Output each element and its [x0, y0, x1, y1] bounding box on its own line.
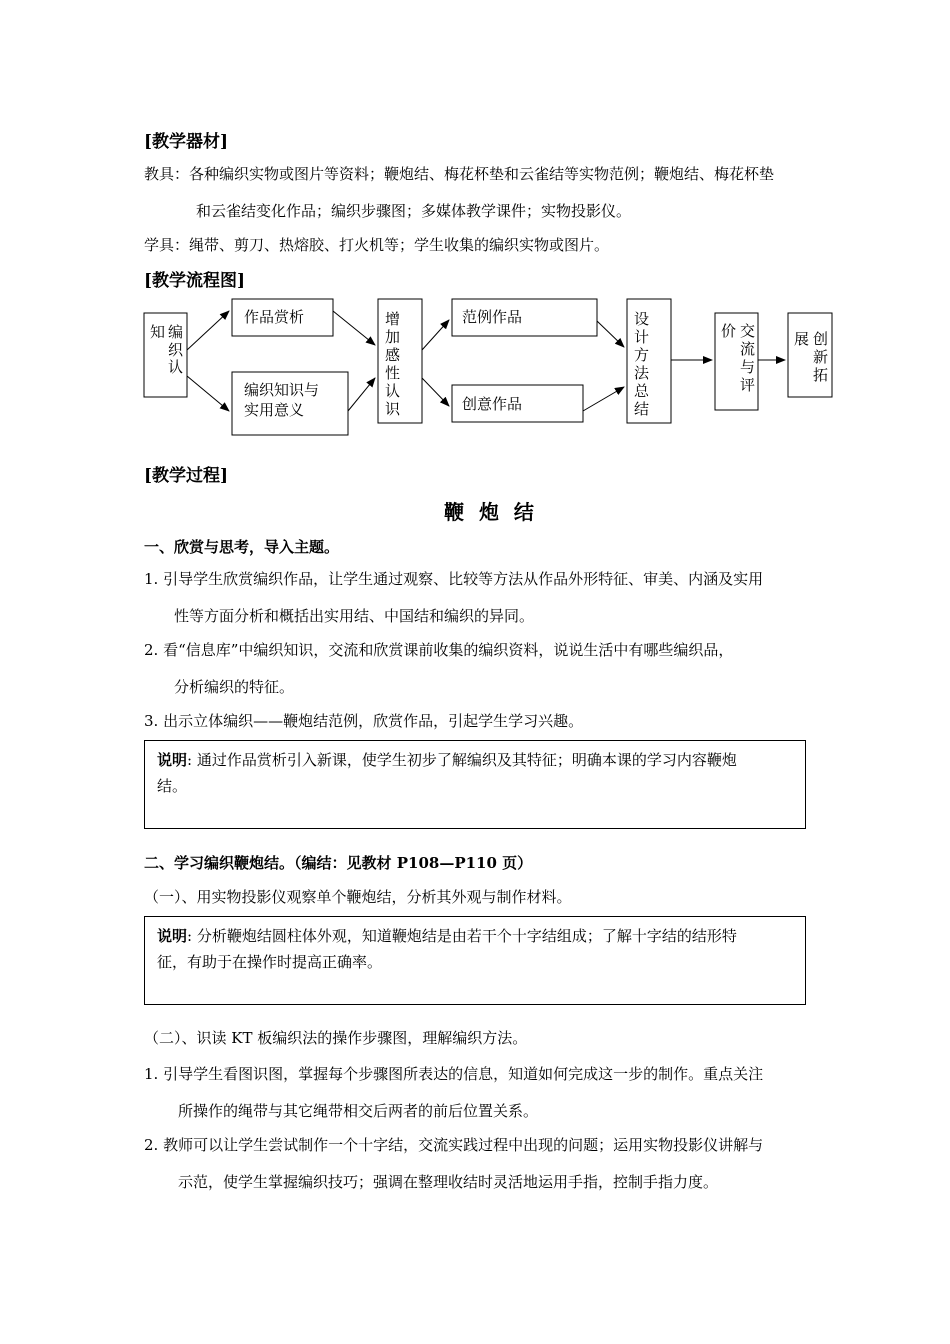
node9-char-0: 展 — [794, 330, 810, 348]
node7-char-0: 设 — [634, 310, 650, 328]
part1-item2-line1: 2. 看“信息库”中编织知识，交流和欣赏课前收集的编织资料，说说生活中有哪些编织品， — [144, 641, 734, 659]
part2-step1-line2: 所操作的绳带与其它绳带相交后两者的前后位置关系。 — [178, 1102, 539, 1120]
part2-heading: 二、学习编织鞭炮结。（编结：见教材 P108—P110 页） — [144, 854, 533, 872]
node9-char-3: 拓 — [813, 366, 829, 384]
node4-char-4: 认 — [385, 382, 401, 400]
teacher-tools-line2: 和云雀结变化作品；编织步骤图；多媒体教学课件；实物投影仪。 — [196, 202, 632, 220]
node4-char-0: 增 — [385, 310, 401, 328]
arrow-2 — [187, 376, 229, 411]
flow-heading: [教学流程图] — [144, 271, 246, 291]
process-heading: [教学过程] — [144, 466, 229, 486]
node1-char-2: 织 — [168, 341, 184, 359]
note1-text: : 通过作品赏析引入新课，使学生初步了解编织及其特征；明确本课的学习内容鞭炮 — [187, 751, 737, 769]
note2-label: 说明 — [157, 927, 188, 945]
node2-label: 作品赏析 — [244, 308, 305, 326]
node7-char-1: 计 — [634, 328, 650, 346]
teaching-flowchart — [0, 0, 950, 450]
arrow-8 — [583, 387, 624, 411]
note-box-2 — [144, 916, 806, 1005]
node3-label-line1: 编织知识与 — [244, 381, 320, 399]
node9-char-1: 创 — [813, 330, 829, 348]
node8-char-4: 评 — [740, 376, 756, 394]
node8-char-0: 价 — [721, 322, 737, 340]
part2-sub2: （二）、识读 KT 板编织法的操作步骤图，理解编织方法。 — [144, 1029, 528, 1047]
part1-item1-line1: 1. 引导学生欣赏编织作品，让学生通过观察、比较等方法从作品外形特征、审美、内涵及实用 — [144, 570, 764, 588]
node4-char-1: 加 — [385, 328, 401, 346]
node1-char-3: 认 — [168, 358, 184, 376]
node7-char-5: 结 — [634, 400, 650, 418]
note2-text: : 分析鞭炮结圆柱体外观，知道鞭炮结是由若干个十字结组成；了解十字结的结形特 — [187, 927, 737, 945]
part1-item1-line2: 性等方面分析和概括出实用结、中国结和编织的异同。 — [174, 607, 535, 625]
part1-heading: 一、欣赏与思考，导入主题。 — [144, 538, 340, 556]
node4-char-3: 性 — [385, 364, 401, 382]
node8-char-3: 与 — [740, 358, 756, 376]
equipment-heading: [教学器材] — [144, 132, 229, 152]
arrow-6 — [422, 378, 449, 406]
node4-char-5: 识 — [385, 400, 401, 418]
node7-char-3: 法 — [634, 364, 650, 382]
node7-char-2: 方 — [634, 346, 650, 364]
part2-sub1: （一）、用实物投影仪观察单个鞭炮结，分析其外观与制作材料。 — [144, 888, 572, 906]
note-box-1 — [144, 740, 806, 829]
part2-step2-line2: 示范，使学生掌握编织技巧；强调在整理收结时灵活地运用手指，控制手指力度。 — [178, 1173, 719, 1191]
note2-text-line2: 征，有助于在操作时提高正确率。 — [157, 953, 383, 971]
node9-char-2: 新 — [813, 348, 829, 366]
arrow-3 — [333, 311, 375, 345]
note1-text-line2: 结。 — [157, 777, 188, 795]
note1-label: 说明 — [157, 751, 188, 769]
node8-char-2: 流 — [740, 340, 756, 358]
part1-item2-line2: 分析编织的特征。 — [174, 678, 295, 696]
node3-label-line2: 实用意义 — [244, 401, 305, 419]
node5-label: 范例作品 — [462, 308, 523, 326]
node1-char-0: 知 — [150, 323, 166, 341]
student-tools-line: 学具：绳带、剪刀、热熔胶、打火机等；学生收集的编织实物或图片。 — [144, 236, 610, 254]
part2-step1-line1: 1. 引导学生看图识图，掌握每个步骤图所表达的信息，知道如何完成这一步的制作。重点关注 — [144, 1065, 764, 1083]
arrow-4 — [348, 378, 375, 411]
node7-char-4: 总 — [634, 382, 650, 400]
part1-item3: 3. 出示立体编织——鞭炮结范例，欣赏作品，引起学生学习兴趣。 — [144, 712, 584, 730]
part2-step2-line1: 2. 教师可以让学生尝试制作一个十字结，交流实践过程中出现的问题；运用实物投影仪讲解与 — [144, 1136, 764, 1154]
arrow-7 — [597, 321, 624, 347]
teacher-tools-line1: 教具：各种编织实物或图片等资料；鞭炮结、梅花杯垫和云雀结等实物范例；鞭炮结、梅花杯垫 — [144, 165, 775, 183]
node1-char-1: 编 — [168, 323, 184, 341]
lesson-title: 鞭 炮 结 — [444, 500, 538, 524]
arrow-1 — [187, 311, 229, 350]
node4-char-2: 感 — [385, 346, 401, 364]
node6-label: 创意作品 — [462, 395, 523, 413]
arrow-5 — [422, 320, 449, 350]
node8-char-1: 交 — [740, 322, 756, 340]
